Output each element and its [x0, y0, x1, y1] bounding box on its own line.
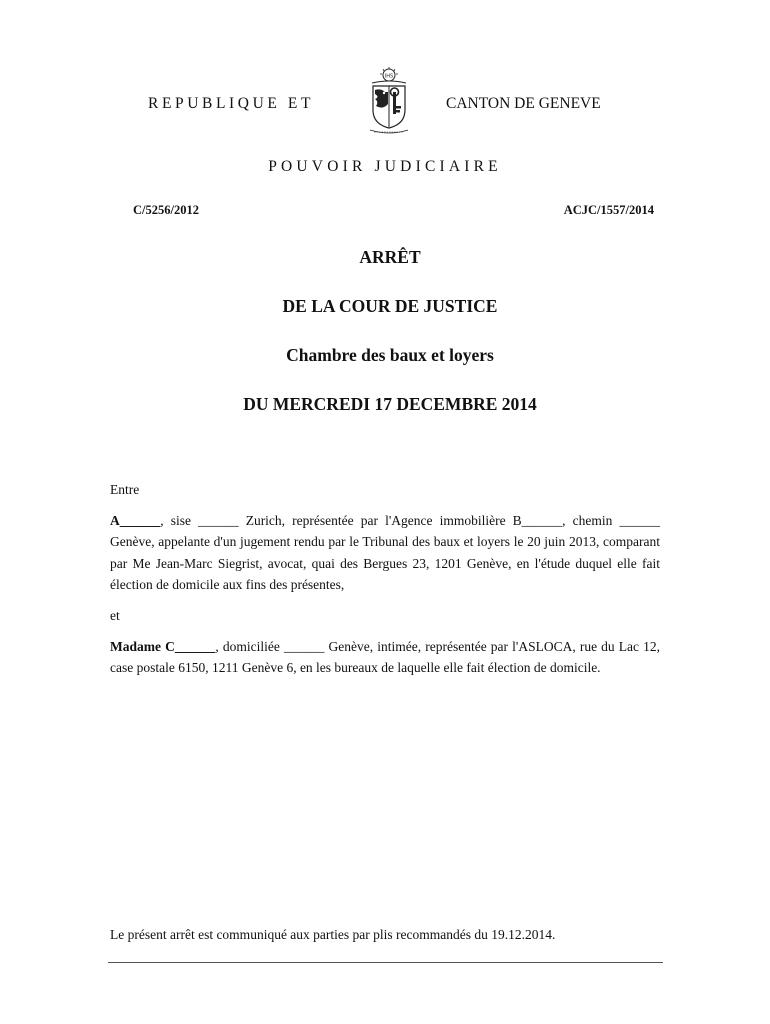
- header-republique: REPUBLIQUE ET: [148, 95, 315, 112]
- communication-note: Le présent arrêt est communiqué aux parties par plis recommandés du 19.12.2014.: [110, 927, 556, 942]
- svg-text:IHS: IHS: [384, 73, 394, 80]
- header-canton: CANTON DE GENEVE: [446, 95, 601, 112]
- party-respondent: [110, 636, 660, 679]
- title-date: DU MERCREDI 17 DECEMBRE 2014: [243, 394, 537, 414]
- pouvoir-judiciaire: POUVOIR JUDICIAIRE: [268, 158, 502, 175]
- appellant-details: , sise ______ Zurich, représentée par l'Agence immobilière B______, chemin ______ Genève, appelante d'un jugement rendu par le Tribunal des baux et loyers le 20 juin 2013, comparant par Me Jean-Marc Siegrist, avocat, quai des Bergues 23, 1201 Genève, en l'étude duquel elle fait élection de domicile aux fins des présentes,: [110, 513, 660, 592]
- entre-label: Entre: [110, 482, 140, 497]
- title-cour: DE LA COUR DE JUSTICE: [282, 296, 498, 316]
- geneva-coat-of-arms-icon: [364, 66, 414, 138]
- respondent-name: Madame C______: [110, 639, 216, 654]
- party-appellant: [110, 510, 660, 595]
- decision-number: ACJC/1557/2014: [563, 203, 654, 217]
- respondent-details: , domiciliée ______ Genève, intimée, représentée par l'ASLOCA, rue du Lac 12, case postale 6150, 1211 Genève 6, en les bureaux de laquelle elle fait élection de domicile.: [110, 639, 660, 676]
- appellant-name: A______: [110, 513, 161, 528]
- title-chambre: Chambre des baux et loyers: [286, 345, 494, 365]
- footer-divider: [108, 962, 663, 963]
- title-arret: ARRÊT: [359, 247, 421, 267]
- case-number: C/5256/2012: [133, 203, 199, 217]
- et-label: et: [110, 608, 120, 623]
